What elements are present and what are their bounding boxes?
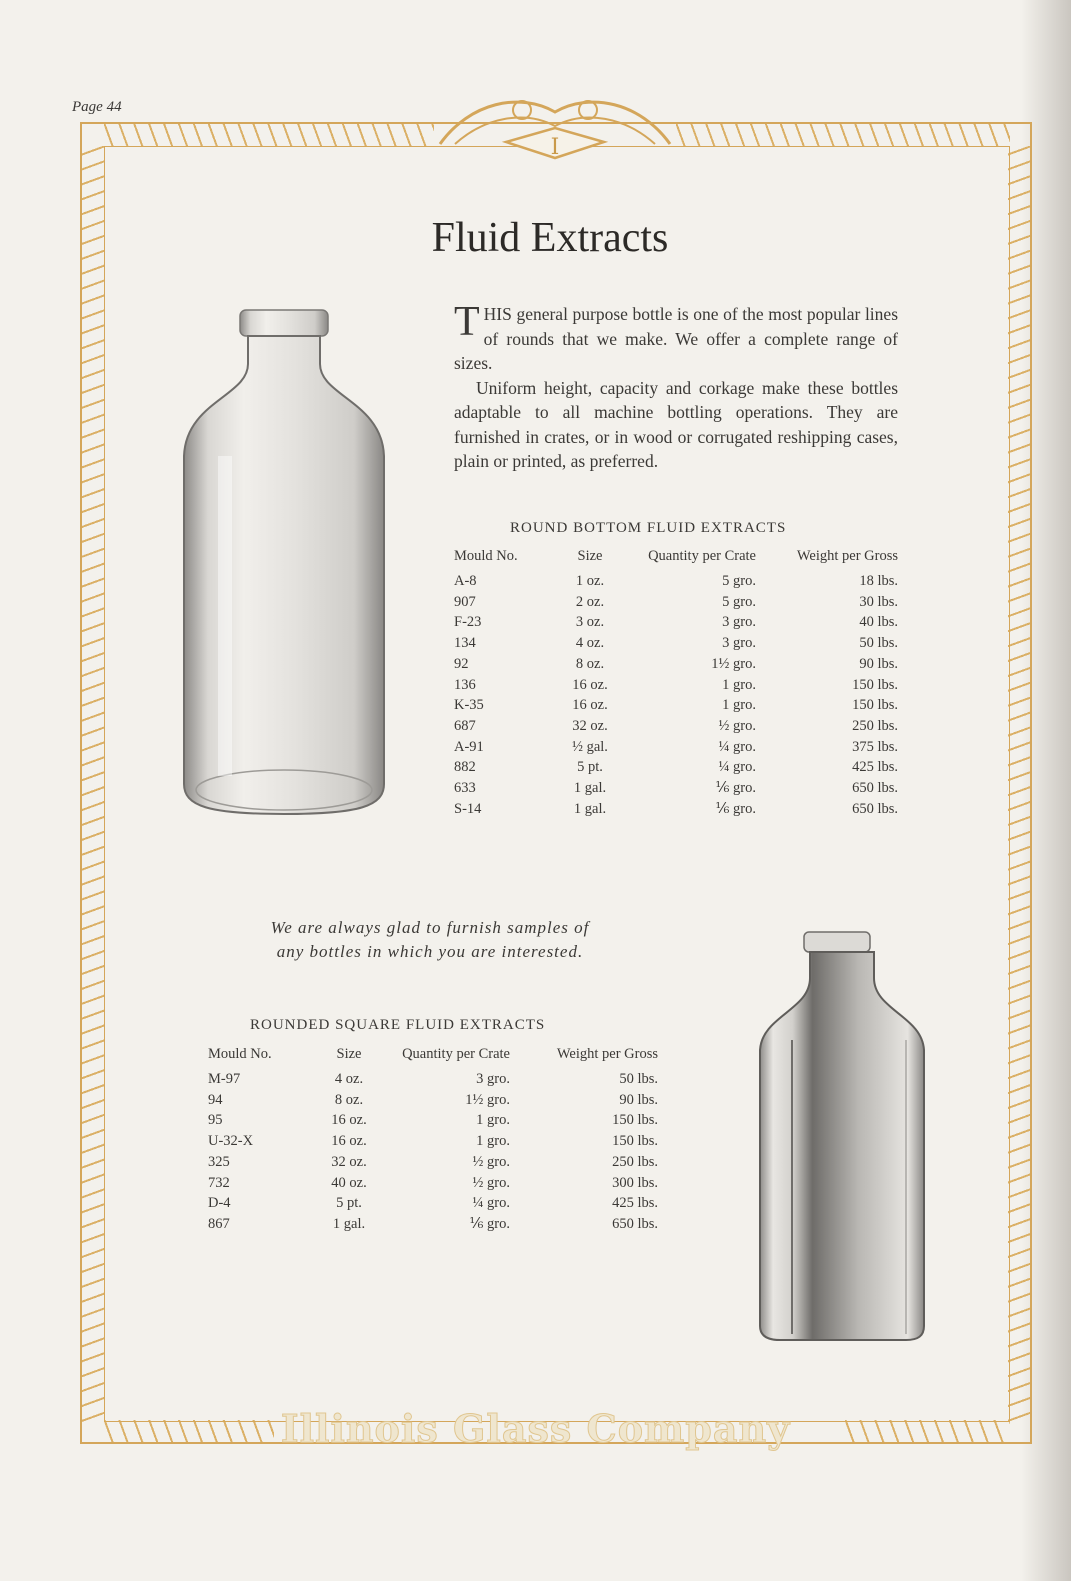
cell-mould-no: F-23: [454, 614, 482, 631]
table-row: [208, 1090, 658, 1111]
cell-quantity: 1 gro.: [476, 1112, 510, 1129]
table-header-row: [454, 549, 898, 571]
header-weight: Weight per Gross: [796, 548, 898, 564]
frame-rope-right: [1008, 146, 1030, 1422]
cell-weight: 50 lbs.: [619, 1071, 658, 1087]
cell-size: 32 oz.: [331, 1153, 367, 1170]
table-row: [454, 799, 898, 820]
cell-mould-no: 882: [454, 759, 476, 776]
cell-size: 5 pt.: [336, 1195, 362, 1212]
cell-mould-no: 95: [208, 1112, 223, 1129]
crest-letter: I: [550, 135, 560, 160]
cell-weight: 650 lbs.: [852, 800, 898, 817]
cell-size: 1 gal.: [573, 800, 607, 817]
cell-size: 16 oz.: [331, 1133, 367, 1150]
cell-weight: 90 lbs.: [859, 655, 898, 672]
cell-quantity: ¼ gro.: [472, 1195, 510, 1212]
cell-mould-no: 134: [454, 635, 476, 652]
cell-size: 4 oz.: [334, 1071, 364, 1087]
cell-size: 16 oz.: [572, 697, 608, 714]
cell-mould-no: 907: [454, 593, 476, 610]
cell-size: 16 oz.: [572, 676, 608, 693]
table-row: [208, 1173, 658, 1194]
cell-weight: 650 lbs.: [852, 780, 898, 797]
page-number: Page 44: [72, 99, 122, 115]
cell-weight: 40 lbs.: [859, 614, 898, 631]
cell-quantity: 5 gro.: [722, 573, 756, 589]
cell-weight: 650 lbs.: [612, 1215, 658, 1232]
cell-weight: 150 lbs.: [612, 1112, 658, 1129]
round-table-caption: ROUND BOTTOM FLUID EXTRACTS: [510, 520, 787, 536]
intro-paragraph-2: Uniform height, capacity and corkage make these bottles adaptable to all machine bottling operations. They are furnished in crates, or in wood or corrugated reshipping cases, plain or printed, as preferred.: [454, 377, 898, 471]
intro-paragraph-1: [454, 299, 898, 376]
header-size: Size: [577, 548, 603, 564]
table-row: [208, 1193, 658, 1214]
cell-quantity: ¼ gro.: [718, 738, 756, 755]
cell-size: 2 oz.: [575, 593, 605, 610]
cell-quantity: 1 gro.: [476, 1133, 510, 1150]
cell-size: 1 gal.: [573, 780, 607, 797]
table-row: [454, 654, 898, 675]
cell-size: 40 oz.: [331, 1174, 367, 1191]
table-row: [454, 571, 898, 592]
cell-mould-no: 94: [208, 1091, 223, 1108]
square-bottle-illustration: [756, 930, 928, 1344]
cell-mould-no: 687: [454, 717, 476, 734]
frame-rope-top-left: [104, 124, 434, 146]
cell-weight: 250 lbs.: [612, 1153, 658, 1170]
cell-mould-no: 92: [454, 655, 469, 672]
cell-quantity: ⅙ gro.: [715, 780, 756, 797]
frame-rope-left: [82, 146, 104, 1422]
cell-quantity: 1½ gro.: [465, 1091, 510, 1108]
table-row: [454, 737, 898, 758]
cell-weight: 250 lbs.: [852, 717, 898, 734]
cell-size: 1 oz.: [575, 573, 605, 589]
cell-quantity: 1 gro.: [722, 697, 756, 714]
cell-quantity: ½ gro.: [472, 1153, 510, 1170]
cell-quantity: 3 gro.: [722, 614, 756, 631]
cell-quantity: ¼ gro.: [718, 759, 756, 776]
cell-quantity: 1 gro.: [722, 676, 756, 693]
header-mould-no: Mould No.: [208, 1046, 272, 1062]
cell-weight: 90 lbs.: [619, 1091, 658, 1108]
cell-quantity: ½ gro.: [472, 1174, 510, 1191]
drop-cap: T: [454, 299, 480, 345]
header-mould-no: Mould No.: [454, 548, 518, 564]
round-bottle-illustration: [178, 306, 390, 820]
cell-weight: 150 lbs.: [852, 676, 898, 693]
cell-size: 32 oz.: [572, 717, 608, 734]
cell-mould-no: K-35: [454, 697, 484, 714]
cell-mould-no: 867: [208, 1215, 230, 1232]
cell-size: 16 oz.: [331, 1112, 367, 1129]
intro-paragraph-1-text: HIS general purpose bottle is one of the most popular lines of rounds that we make. We offer a complete range of sizes.: [454, 304, 898, 373]
header-quantity: Quantity per Crate: [648, 548, 756, 564]
square-table-caption: ROUNDED SQUARE FLUID EXTRACTS: [250, 1017, 546, 1033]
table-row: [208, 1110, 658, 1131]
cell-quantity: ⅙ gro.: [715, 800, 756, 817]
cell-mould-no: 325: [208, 1153, 230, 1170]
cell-size: 8 oz.: [575, 655, 605, 672]
cell-mould-no: 136: [454, 676, 476, 693]
header-quantity: Quantity per Crate: [402, 1046, 510, 1062]
crest-ornament: [430, 82, 680, 168]
table-row: [454, 757, 898, 778]
cell-size: 5 pt.: [577, 759, 603, 776]
cell-mould-no: 732: [208, 1174, 230, 1191]
cell-mould-no: A-91: [454, 738, 484, 755]
cell-weight: 425 lbs.: [612, 1195, 658, 1212]
cell-weight: 375 lbs.: [852, 738, 898, 755]
intro-text: [454, 299, 898, 474]
table-row: [208, 1069, 658, 1090]
footer-company-name: Illinois Glass Company: [280, 1406, 791, 1451]
table-row: [208, 1152, 658, 1173]
cell-weight: 50 lbs.: [859, 635, 898, 652]
cell-size: ½ gal.: [572, 738, 608, 755]
cell-mould-no: M-97: [208, 1071, 241, 1087]
cell-size: 3 oz.: [575, 614, 605, 631]
cell-size: 1 gal.: [332, 1215, 366, 1232]
table-row: [454, 675, 898, 696]
cell-weight: 18 lbs.: [859, 573, 898, 589]
cell-quantity: ⅙ gro.: [469, 1215, 510, 1232]
cell-quantity: ½ gro.: [718, 717, 756, 734]
table-header-row: [208, 1047, 658, 1069]
frame-rope-top-right: [676, 124, 1010, 146]
cell-size: 4 oz.: [575, 635, 605, 652]
cell-mould-no: D-4: [208, 1195, 231, 1212]
cell-quantity: 3 gro.: [476, 1071, 510, 1087]
cell-size: 8 oz.: [334, 1091, 364, 1108]
table-row: [454, 612, 898, 633]
cell-quantity: 1½ gro.: [711, 655, 756, 672]
header-weight: Weight per Gross: [556, 1046, 658, 1062]
cell-weight: 150 lbs.: [612, 1133, 658, 1150]
table-row: [208, 1131, 658, 1152]
table-row: [208, 1214, 658, 1235]
table-row: [454, 778, 898, 799]
header-size: Size: [336, 1046, 362, 1062]
cell-quantity: 5 gro.: [722, 593, 756, 610]
cell-mould-no: A-8: [454, 573, 477, 589]
cell-mould-no: 633: [454, 780, 476, 797]
cell-weight: 425 lbs.: [852, 759, 898, 776]
rounded-square-table: [208, 1047, 658, 1235]
samples-note: We are always glad to furnish samples of any bottles in which you are interested.: [270, 918, 590, 961]
table-row: [454, 695, 898, 716]
round-bottom-table: [454, 549, 898, 819]
table-row: [454, 633, 898, 654]
cell-weight: 300 lbs.: [612, 1174, 658, 1191]
table-row: [454, 592, 898, 613]
cell-quantity: 3 gro.: [722, 635, 756, 652]
cell-weight: 30 lbs.: [859, 593, 898, 610]
cell-mould-no: S-14: [454, 800, 482, 817]
cell-mould-no: U-32-X: [208, 1133, 254, 1150]
page-title: Fluid Extracts: [431, 215, 669, 261]
cell-weight: 150 lbs.: [852, 697, 898, 714]
table-row: [454, 716, 898, 737]
